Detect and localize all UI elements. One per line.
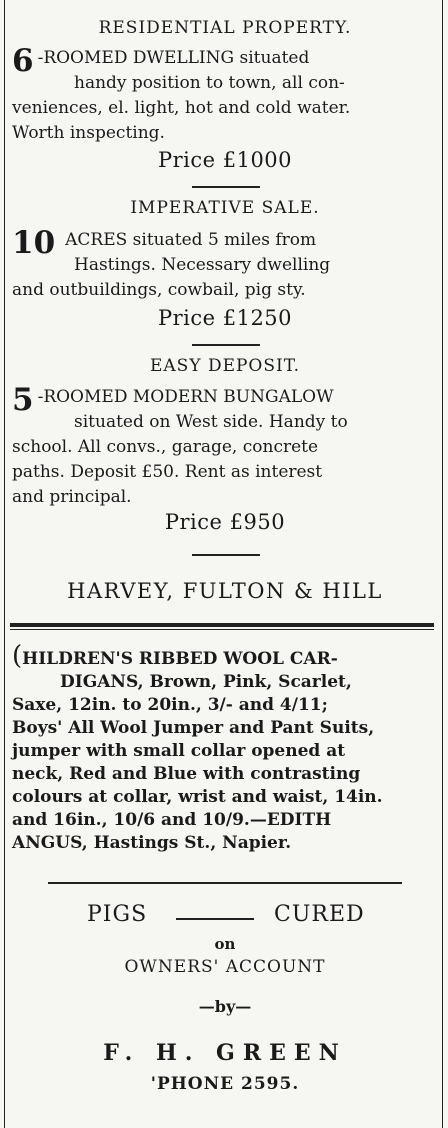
childrens-line-6: neck, Red and Blue with contrasting xyxy=(12,764,361,784)
childrens-line-9: ANGUS, Hastings St., Napier. xyxy=(12,833,292,853)
childrens-line-4: Boys' All Wool Jumper and Pant Suits, xyxy=(12,718,375,738)
separator-rule xyxy=(192,554,260,556)
childrens-line-7: colours at collar, wrist and waist, 14in. xyxy=(12,787,383,807)
imperative-line-3: and outbuildings, cowbail, pig sty. xyxy=(12,280,306,300)
pigs-by: —by— xyxy=(198,997,252,1016)
childrens-drop-cap: ( xyxy=(12,641,23,671)
easy-line-5: and principal. xyxy=(12,487,132,507)
childrens-line-1 xyxy=(12,641,338,671)
pigs-dash-rule xyxy=(176,918,254,920)
easy-ad xyxy=(12,382,438,510)
imperative-lead-numeral: 10 xyxy=(12,225,56,261)
imperative-ad xyxy=(12,225,438,303)
childrens-line-1-text: HILDREN'S RIBBED WOOL CAR- xyxy=(22,649,338,669)
column-rule-left xyxy=(4,0,5,1128)
residential-ad xyxy=(12,43,438,146)
easy-heading: EASY DEPOSIT. xyxy=(150,356,300,376)
cured-word: CURED xyxy=(274,902,365,927)
residential-line-3: veniences, el. light, hot and cold water. xyxy=(12,98,351,118)
easy-line-4: paths. Deposit £50. Rent as interest xyxy=(12,462,323,482)
divider-thin xyxy=(10,629,434,630)
imperative-price: Price £1250 xyxy=(157,306,293,330)
firm-name: HARVEY, FULTON & HILL xyxy=(67,579,383,603)
pigs-headline xyxy=(12,902,438,936)
childrens-line-5: jumper with small collar opened at xyxy=(12,741,346,761)
easy-body xyxy=(12,382,438,510)
imperative-line-2: Hastings. Necessary dwelling xyxy=(74,255,331,275)
separator-rule xyxy=(192,186,260,188)
pigs-phone: 'PHONE 2595. xyxy=(150,1074,300,1094)
childrens-ad xyxy=(12,641,438,855)
residential-line-4: Worth inspecting. xyxy=(12,123,165,143)
easy-price: Price £950 xyxy=(164,510,286,534)
easy-line-2: situated on West side. Handy to xyxy=(74,412,348,432)
imperative-body xyxy=(12,225,438,303)
separator-rule xyxy=(192,344,260,346)
residential-body xyxy=(12,43,438,146)
childrens-body xyxy=(12,641,438,855)
pigs-owners-account: OWNERS' ACCOUNT xyxy=(124,957,326,977)
easy-line-1: -ROOMED MODERN BUNGALOW xyxy=(37,387,334,407)
childrens-line-8: and 16in., 10/6 and 10/9.—EDITH xyxy=(12,810,332,830)
pigs-word: PIGS xyxy=(87,902,148,927)
divider-thick xyxy=(10,623,434,627)
pigs-proprietor: F. H. GREEN xyxy=(103,1040,347,1066)
residential-lead-numeral: 6 xyxy=(12,43,34,79)
easy-lead-numeral: 5 xyxy=(12,382,34,418)
column-rule-right xyxy=(442,0,443,1128)
easy-line-3: school. All convs., garage, concrete xyxy=(12,437,319,457)
pigs-on: on xyxy=(214,935,236,953)
residential-price: Price £1000 xyxy=(157,148,293,172)
residential-heading: RESIDENTIAL PROPERTY. xyxy=(98,18,352,38)
childrens-line-3: Saxe, 12in. to 20in., 3/- and 4/11; xyxy=(12,695,328,715)
imperative-line-1: ACRES situated 5 miles from xyxy=(65,230,317,250)
childrens-line-2: DIGANS, Brown, Pink, Scarlet, xyxy=(60,672,352,692)
residential-line-2: handy position to town, all con- xyxy=(74,73,345,93)
divider-rule xyxy=(48,882,402,884)
residential-line-1: -ROOMED DWELLING situated xyxy=(37,48,310,68)
imperative-heading: IMPERATIVE SALE. xyxy=(130,198,320,218)
